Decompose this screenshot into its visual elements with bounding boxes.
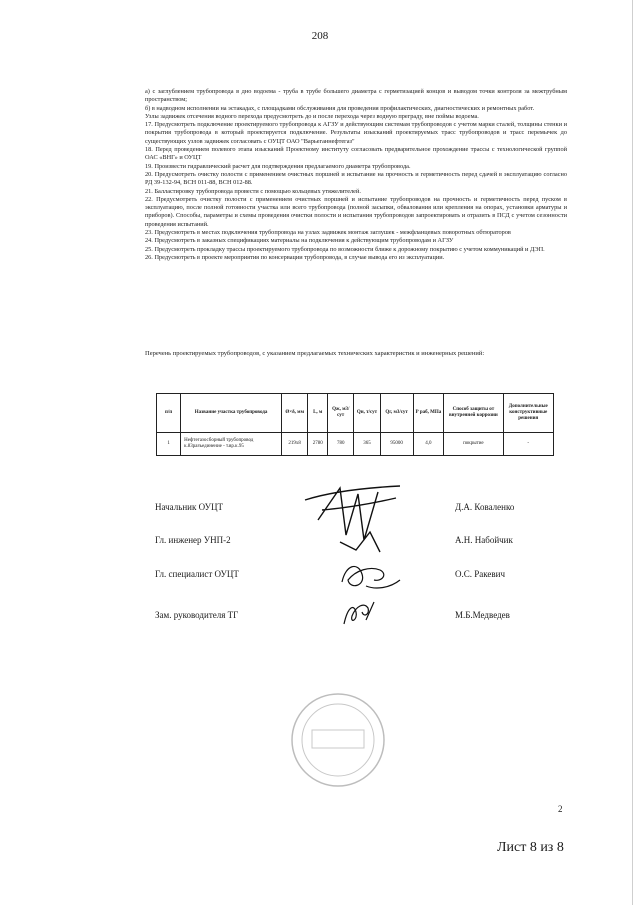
- signer-role: Гл. инженер УНП-2: [155, 535, 231, 545]
- table-header-row: [157, 394, 554, 433]
- paragraph: 25. Предусмотреть прокладку трассы проектируемого трубопровода по возможности ближе к дорожному покрытию с учетом коммуникаций и ДЭП.: [145, 245, 545, 253]
- small-page-number: 2: [558, 804, 563, 814]
- table-cell: 1: [157, 433, 181, 456]
- column-header: Название участка трубопровода: [181, 394, 282, 433]
- paragraph: 26. Предусмотреть в проекте мероприятия по консервации трубопровода, в случае вывода его из эксплуатации.: [145, 253, 445, 261]
- signer-role: Начальник ОУЦТ: [155, 502, 223, 512]
- signer-name: А.Н. Набойчик: [455, 535, 513, 545]
- handwritten-signature: [340, 598, 380, 630]
- table-cell: 2780: [308, 433, 328, 456]
- handwritten-signature: [336, 556, 406, 596]
- pipeline-table: [156, 393, 554, 456]
- column-header: Qг, м3/сут: [380, 394, 413, 433]
- column-header: Qн, т/сут: [354, 394, 380, 433]
- table-row: [157, 433, 554, 456]
- handwritten-signature: [300, 480, 410, 560]
- signer-name: Д.А. Коваленко: [455, 502, 515, 512]
- requirements-text: [145, 88, 567, 262]
- column-header: L, м: [308, 394, 328, 433]
- column-header: Дополнительные конструктивные решения: [503, 394, 554, 433]
- signer-role: Зам. руководителя ТГ: [155, 610, 239, 620]
- table-cell: 219х8: [282, 433, 308, 456]
- page-number: 208: [311, 30, 329, 42]
- paragraph: 20. Предусмотреть очистку полости с применением очистных поршней и испытание на прочность и герметичность перед сдачей в эксплуатацию согласно РД 39-132-94, ВСН 011-88, ВСН 012-88.: [145, 170, 567, 187]
- paragraph: 21. Балластировку трубопровода провести с помощью кольцевых утяжелителей.: [145, 187, 361, 195]
- signer-name: М.Б.Медведев: [455, 610, 510, 620]
- column-header: Ø×δ, мм: [282, 394, 308, 433]
- signer-role: Гл. специалист ОУЦТ: [155, 569, 239, 579]
- table-cell: 4,0: [413, 433, 444, 456]
- paragraph: 17. Предусмотреть подключение проектируемого трубопровода к АГЗУ и действующим системам трубопроводов с учетом марки сталей, толщины стенки и покрытия трубопровода в который проектируется подключение. Результаты изысканий проектируемых трасс трубопроводов и трасс перемычек до существующих узлов задвижек согласовать с ОУЦТ ОАО "Варьеганнефтегаз": [145, 121, 567, 145]
- paragraph: 23. Предусмотреть в местах подключения трубопровода на узлах задвижек монтаж заглушек - межфланцевых поворотных обтюраторов: [145, 229, 511, 237]
- table-cell: Нефтегазосборный трубопровод к.83разъединение - т.вр.к.95: [181, 433, 282, 456]
- table-cell: покрытие: [444, 433, 503, 456]
- column-header: Qж, м3/сут: [328, 394, 354, 433]
- table-intro: Перечень проектируемых трубопроводов, с указанием предлагаемых технических характеристик и инженерных решений:: [145, 350, 485, 357]
- table-cell: -: [503, 433, 554, 456]
- column-header: Р раб, МПа: [413, 394, 444, 433]
- scan-edge-line: [632, 0, 633, 905]
- round-stamp: [288, 690, 388, 790]
- paragraph: 18. Перед проведением полевого этапа изысканий Проектному институту согласовать предварительное прохождение трассы с технологической группой ОАС «ВНГ» и ОУЦТ: [145, 146, 567, 162]
- column-header: п/п: [157, 394, 181, 433]
- table-cell: 95000: [380, 433, 413, 456]
- paragraph: а) с заглублением трубопровода в дно водоема - труба в трубе большего диаметра с герметизацией концов и выводом точки контроля за межтрубным пространством;: [145, 88, 567, 104]
- paragraph: 24. Предусмотреть в заказных спецификациях материалы на подключения к действующим трубопроводам и АГЗУ: [145, 237, 454, 245]
- paragraph: б) в надводном исполнении на эстакадах, с площадками обслуживания для проведения профилактических, диагностических и ремонтных работ.: [145, 104, 535, 112]
- paragraph: Узлы задвижек отсечения водного перехода предусмотреть до и после перехода через водную преграду, вне поймы водоема.: [145, 112, 479, 120]
- column-header: Способ защиты от внутренней коррозии: [444, 394, 503, 433]
- paragraph: 19. Произвести гидравлический расчет для подтверждения предлагаемого диаметра трубопровода.: [145, 162, 411, 170]
- table-cell: 365: [354, 433, 380, 456]
- paragraph: 22. Предусмотреть очистку полости с применением очистных поршней и испытание трубопроводов на прочность и герметичность перед пуском в эксплуатацию, после полной готовности участка или всего трубопровода (полной засыпки, обвалования или крепления на опорах, установки арматуры и приборов). Способы, параметры и схемы проведения очистки полости и испытания трубопроводов запроектировать и отразить в ПСД с учетом сезонности проведения испытаний.: [145, 195, 567, 228]
- sheet-label: Лист 8 из 8: [497, 840, 564, 855]
- signer-name: О.С. Ракевич: [455, 569, 505, 579]
- table-cell: 780: [328, 433, 354, 456]
